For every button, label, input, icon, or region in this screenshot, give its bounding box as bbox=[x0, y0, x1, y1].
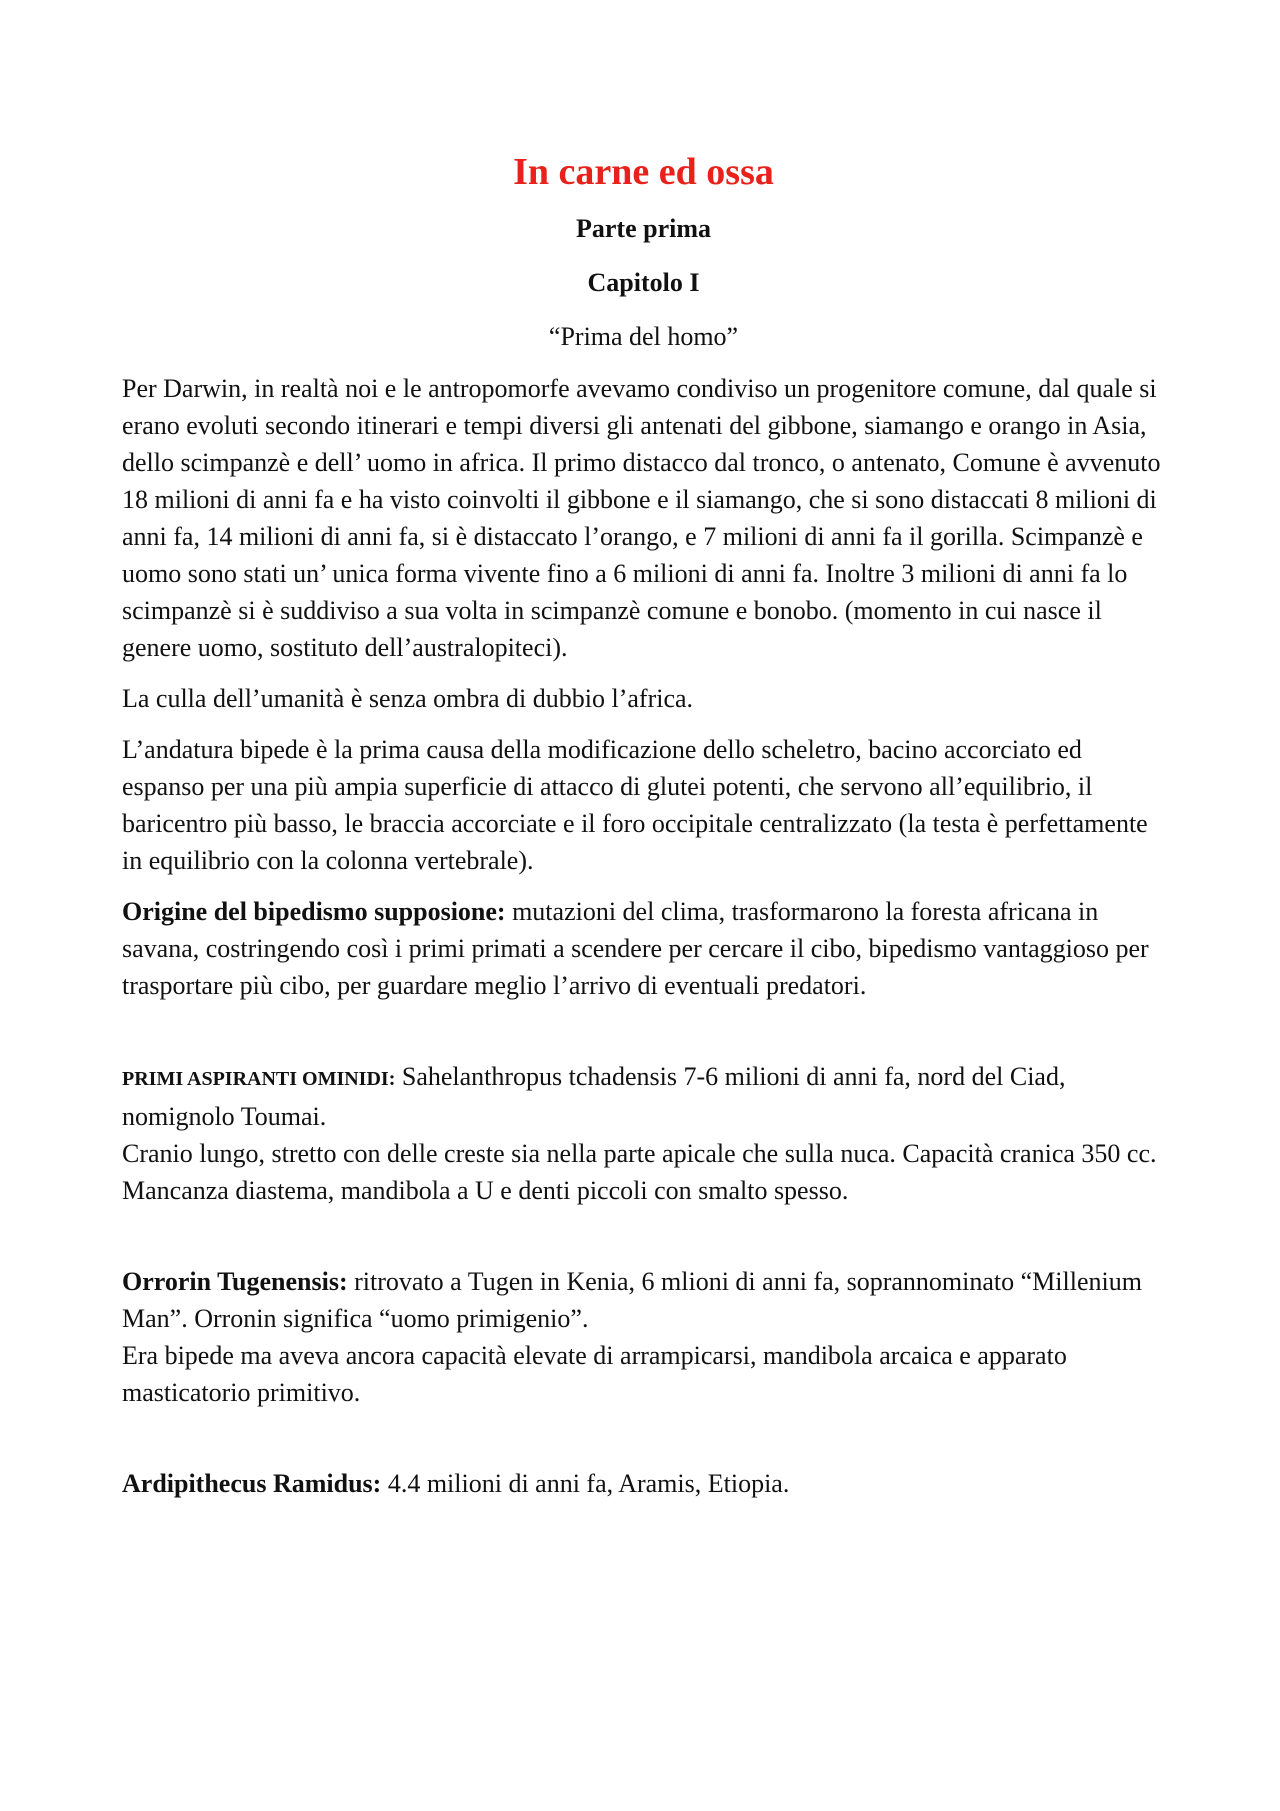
orrorin-label: Orrorin Tugenensis: bbox=[122, 1267, 348, 1296]
ardipithecus-text: 4.4 milioni di anni fa, Aramis, Etiopia. bbox=[381, 1469, 790, 1498]
bipedismo-label: Origine del bipedismo supposione: bbox=[122, 897, 506, 926]
paragraph-culla: La culla dell’umanità è senza ombra di dubbio l’africa. bbox=[122, 684, 694, 713]
paragraph-ardipithecus bbox=[122, 1465, 1165, 1502]
orrorin-text2: Era bipede ma aveva ancora capacità elevate di arrampicarsi, mandibola arcaica e apparato masticatorio primitivo. bbox=[122, 1341, 1067, 1407]
paragraph-andatura: L’andatura bipede è la prima causa della modificazione dello scheletro, bacino accorciato ed espanso per una più ampia superficie di attacco di glutei potenti, che servono all’equilibrio, il baricentro più basso, le braccia accorciate e il foro occipitale centralizzato (la testa è perfettamente in equilibrio con la colonna vertebrale). bbox=[122, 735, 1148, 875]
paragraph-orrorin bbox=[122, 1263, 1165, 1411]
document-title: In carne ed ossa bbox=[513, 151, 774, 193]
bipedismo-text: mutazioni del clima, trasformarono la foresta africana in savana, costringendo così i primi primati a scendere per cercare il cibo, bipedismo vantaggioso per trasportare più cibo, per guardare meglio l’arrivo di eventuali predatori. bbox=[122, 897, 1149, 1000]
primi-text2: Cranio lungo, stretto con delle creste sia nella parte apicale che sulla nuca. Capacità cranica 350 cc. Mancanza diastema, mandibola a U e denti piccoli con smalto spesso. bbox=[122, 1139, 1157, 1205]
part-heading: Parte prima bbox=[575, 214, 711, 243]
paragraph-primi-ominidi bbox=[122, 1058, 1165, 1209]
paragraph-bipedismo bbox=[122, 893, 1165, 1004]
primi-label: PRIMI ASPIRANTI OMINIDI: bbox=[122, 1068, 396, 1090]
orrorin-text: ritrovato a Tugen in Kenia, 6 mlioni di anni fa, soprannominato “Millenium Man”. Orronin significa “uomo primigenio”. bbox=[122, 1267, 1142, 1333]
chapter-name: “Prima del homo” bbox=[548, 322, 739, 351]
primi-text: Sahelanthropus tchadensis 7-6 milioni di anni fa, nord del Ciad, nomignolo Toumai. bbox=[122, 1062, 1066, 1131]
ardipithecus-label: Ardipithecus Ramidus: bbox=[122, 1469, 382, 1498]
chapter-heading: Capitolo I bbox=[587, 268, 700, 297]
paragraph-darwin: Per Darwin, in realtà noi e le antropomorfe avevamo condiviso un progenitore comune, dal quale si erano evoluti secondo itinerari e tempi diversi gli antenati del gibbone, siamango e orango in Asia, dello scimpanzè e dell’ uomo in africa. Il primo distacco dal tronco, o antenato, Comune è avvenuto 18 milioni di anni fa e ha visto coinvolti il gibbone e il siamango, che si sono distaccati 8 milioni di anni fa, 14 milioni di anni fa, si è distaccato l’orango, e 7 milioni di anni fa il gorilla. Scimpanzè e uomo sono stati un’ unica forma vivente fino a 6 milioni di anni fa. Inoltre 3 milioni di anni fa lo scimpanzè si è suddiviso a sua volta in scimpanzè comune e bonobo. (momento in cui nasce il genere uomo, sostituto dell’australopiteci). bbox=[122, 374, 1161, 662]
